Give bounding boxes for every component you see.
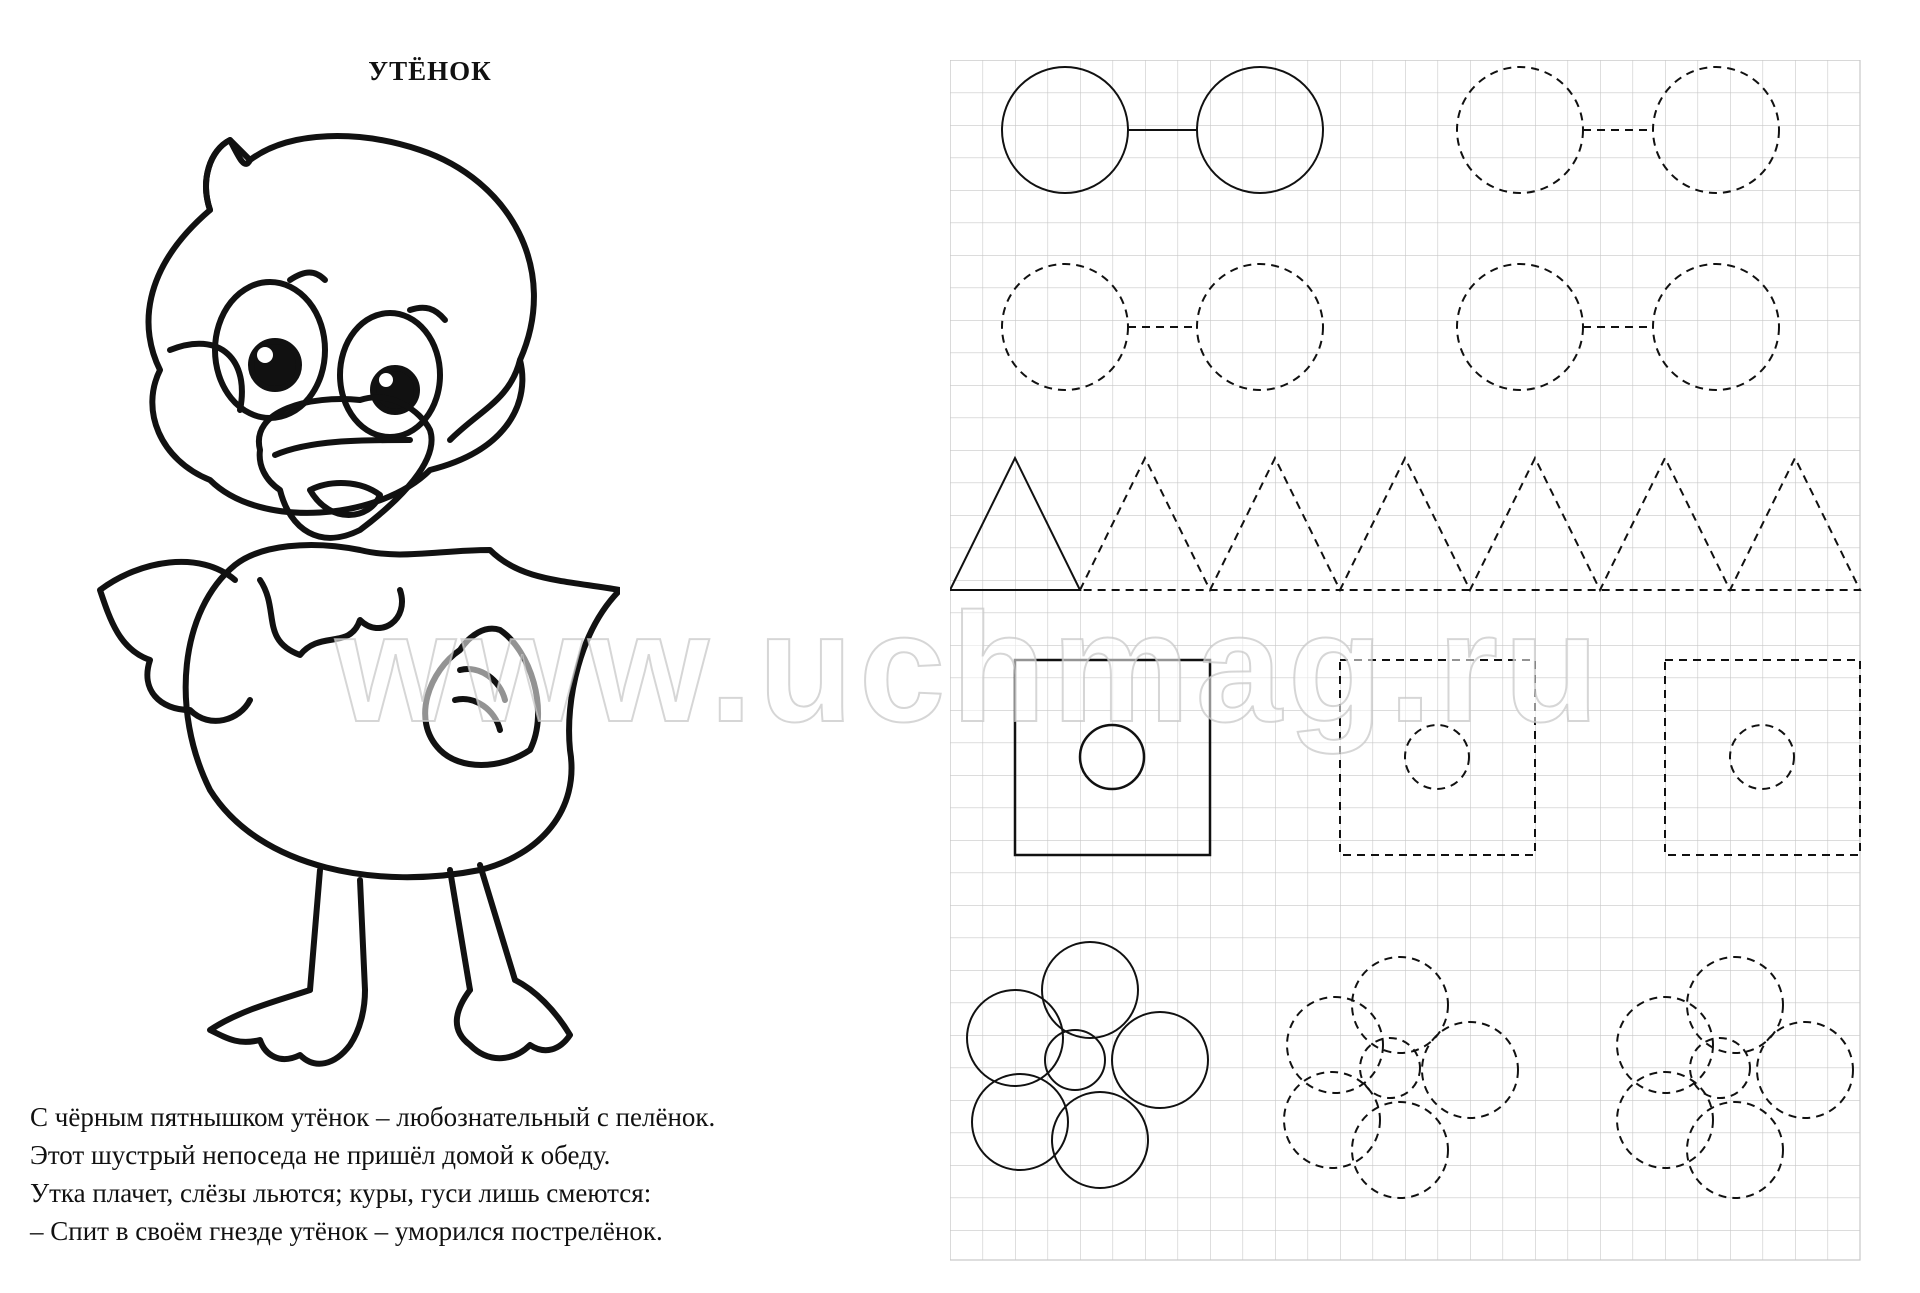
- poem-line: С чёрным пятнышком утёнок – любознательный с пелёнок.: [30, 1102, 716, 1132]
- watermark: www.uchmag.ru: [335, 581, 1605, 754]
- left-page: [0, 0, 930, 1293]
- duckling-coloring-illustration: [60, 110, 620, 1090]
- tracing-worksheet: [950, 60, 1872, 1270]
- page-title: УТЁНОК: [368, 56, 492, 86]
- poem-line: Утка плачет, слёзы льются; куры, гуси лишь смеются:: [30, 1178, 652, 1208]
- poem-line: Этот шустрый непоседа не пришёл домой к обеду.: [30, 1140, 611, 1170]
- poem: [30, 1098, 715, 1250]
- poem-line: – Спит в своём гнезде утёнок – уморился пострелёнок.: [30, 1216, 663, 1246]
